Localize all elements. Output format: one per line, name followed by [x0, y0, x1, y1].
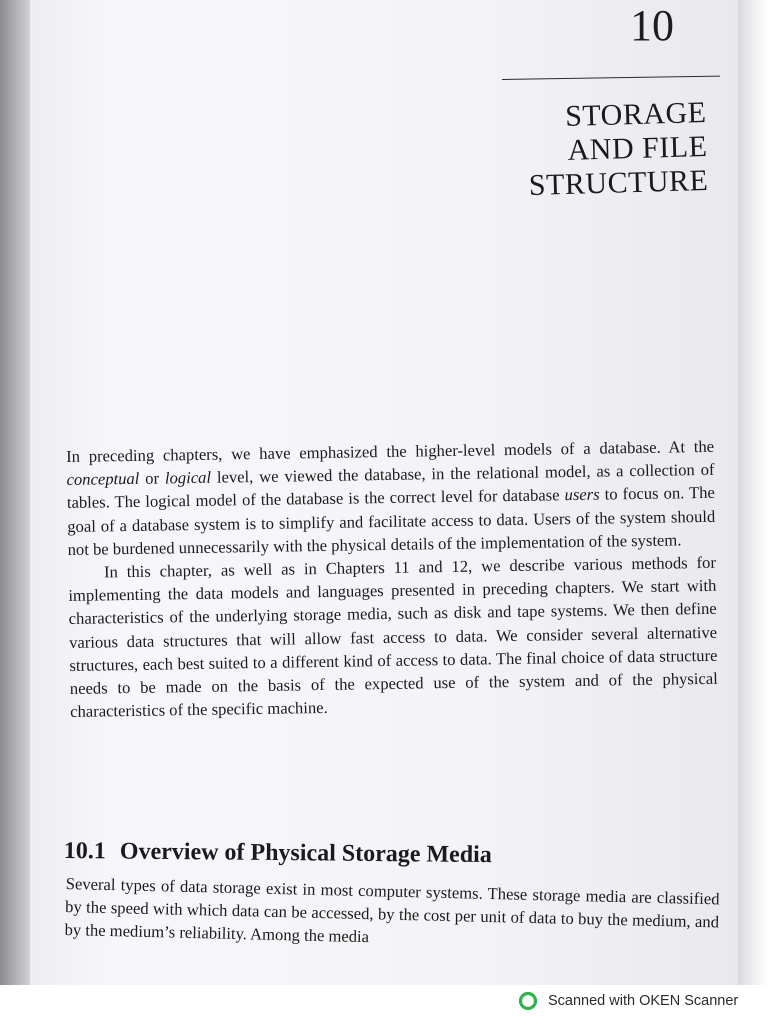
chapter-intro	[66, 435, 718, 724]
chapter-title	[456, 96, 709, 205]
intro-paragraph-1	[66, 435, 716, 561]
intro-p1-text-2: or	[139, 468, 166, 489]
section-title: Overview of Physical Storage Media	[119, 838, 492, 869]
intro-p1-emphasis-logical: logical	[164, 467, 212, 488]
intro-p1-emphasis-conceptual: conceptual	[66, 469, 140, 490]
intro-p1-emphasis-users: users	[564, 485, 600, 505]
intro-p1-text-1: In preceding chapters, we have emphasized the higher-level models of a database. At the	[66, 436, 715, 466]
page-left-shadow	[0, 0, 34, 985]
section-paragraph: Several types of data storage exist in most computer systems. These storage media are classified by the speed with which data can be accessed, by the cost per unit of data to buy the medium, and by the medium’s reliability. Among the media	[64, 873, 720, 947]
intro-p1-text-4: to focus on. The goal of a database system is to simplify and facilitate access to data. Users of the system should not be burdened unnecessarily with the physical details of the implementation of the system.	[67, 483, 716, 559]
scanner-text: Scanned with OKEN Scanner	[548, 993, 739, 1009]
intro-p1-text-3: level, we viewed the database, in the relational model, as a collection of tables. The logical model of the database is the correct level for database	[66, 460, 715, 513]
chapter-title-line-1: STORAGE	[564, 96, 707, 133]
page-right-edge	[738, 0, 768, 985]
section-number: 10.1	[63, 838, 106, 865]
oken-scanner-logo-icon	[518, 991, 538, 1011]
chapter-title-line-2: AND FILE	[567, 129, 708, 167]
chapter-title-line-3: STRUCTURE	[528, 163, 709, 202]
intro-paragraph-2: In this chapter, as well as in Chapters 11 and 12, we describe various methods for implementing the data models and languages presented in preceding chapters. We start with characteristics of the underlying storage media, such as disk and tape systems. We then define various data structures that will allow fast access to data. We consider several alternative structures, each best suited to a different kind of access to data. The final choice of data structure needs to be made on the basis of the expected use of the system and of the physical characteristics of the specific machine.	[68, 552, 718, 722]
scanner-watermark	[518, 991, 738, 1011]
chapter-number: 10	[630, 1, 674, 50]
